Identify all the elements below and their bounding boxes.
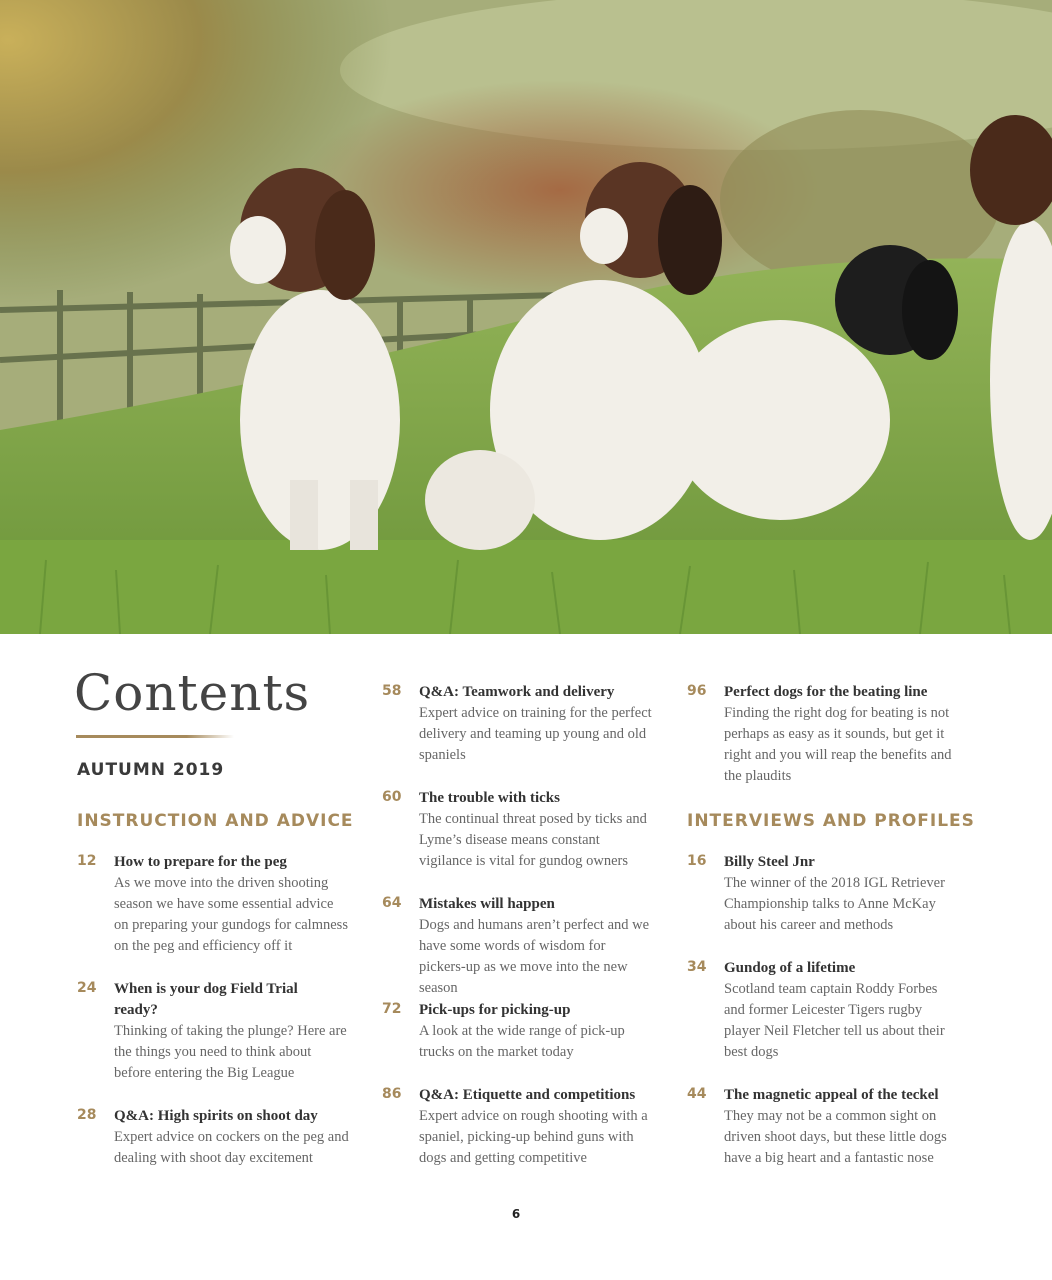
entry-title: Billy Steel Jnr (724, 854, 815, 870)
entry-description: Expert advice on rough shooting with a spaniel, picking-up behind guns with dogs and getting competitive (419, 1108, 648, 1166)
entry-page-number: 64 (382, 895, 402, 911)
entry-page-number: 72 (382, 1001, 402, 1017)
hero-illustration (0, 0, 1052, 634)
entry-page-number: 12 (77, 853, 97, 869)
entry-page-number: 44 (687, 1086, 707, 1102)
entry-page-number: 24 (77, 980, 97, 996)
page-title: Contents (74, 664, 311, 722)
title-divider (76, 735, 234, 738)
entry-title: Q&A: High spirits on shoot day (114, 1108, 318, 1124)
entry-description: Finding the right dog for beating is not perhaps as easy as it sounds, but get it right and you will reap the benefits and the plaudits (724, 705, 952, 784)
entry-description: They may not be a common sight on driven shoot days, but these little dogs have a big heart and a fantastic nose (724, 1108, 947, 1166)
entry-page-number: 58 (382, 683, 402, 699)
entry-title: Q&A: Teamwork and delivery (419, 684, 615, 700)
entry-description: Thinking of taking the plunge? Here are the things you need to think about before entering the Big League (114, 1023, 347, 1081)
entry-description: Scotland team captain Roddy Forbes and former Leicester Tigers rugby player Neil Fletcher tell us about their best dogs (724, 981, 945, 1060)
entry-title: Q&A: Etiquette and competitions (419, 1087, 636, 1103)
entry-description: Expert advice on training for the perfect delivery and teaming up young and old spaniels (419, 705, 652, 763)
entry-description: A look at the wide range of pick-up trucks on the market today (419, 1023, 625, 1060)
entry-title: When is your dog Field Trial ready? (114, 981, 298, 1018)
entry-description: Expert advice on cockers on the peg and dealing with shoot day excitement (114, 1129, 349, 1166)
entry-title: Gundog of a lifetime (724, 960, 856, 976)
entry-title: Pick-ups for picking-up (419, 1002, 571, 1018)
entry-title: Perfect dogs for the beating line (724, 684, 928, 700)
entry-title: How to prepare for the peg (114, 854, 287, 870)
issue-label: AUTUMN 2019 (77, 760, 225, 780)
entry-page-number: 60 (382, 789, 402, 805)
entry-page-number: 28 (77, 1107, 97, 1123)
section-heading-interviews: INTERVIEWS AND PROFILES (687, 811, 975, 831)
entry-description: As we move into the driven shooting season we have some essential advice on preparing your gundogs for calmness on the peg and efficiency off it (114, 875, 348, 954)
page-number: 6 (511, 1207, 521, 1221)
entry-title: The trouble with ticks (419, 790, 560, 806)
entry-description: The winner of the 2018 IGL Retriever Championship talks to Anne McKay about his career and methods (724, 875, 945, 933)
entry-page-number: 34 (687, 959, 707, 975)
entry-page-number: 86 (382, 1086, 402, 1102)
entry-page-number: 96 (687, 683, 707, 699)
entry-description: Dogs and humans aren’t perfect and we have some words of wisdom for pickers-up as we move into the new season (419, 917, 650, 996)
entry-title: Mistakes will happen (419, 896, 555, 912)
section-heading-instruction: INSTRUCTION AND ADVICE (77, 811, 354, 831)
entry-page-number: 16 (687, 853, 707, 869)
entry-title: The magnetic appeal of the teckel (724, 1087, 939, 1103)
entry-description: The continual threat posed by ticks and Lyme’s disease means constant vigilance is vital for gundog owners (419, 811, 647, 869)
hero-photo (0, 0, 1052, 634)
